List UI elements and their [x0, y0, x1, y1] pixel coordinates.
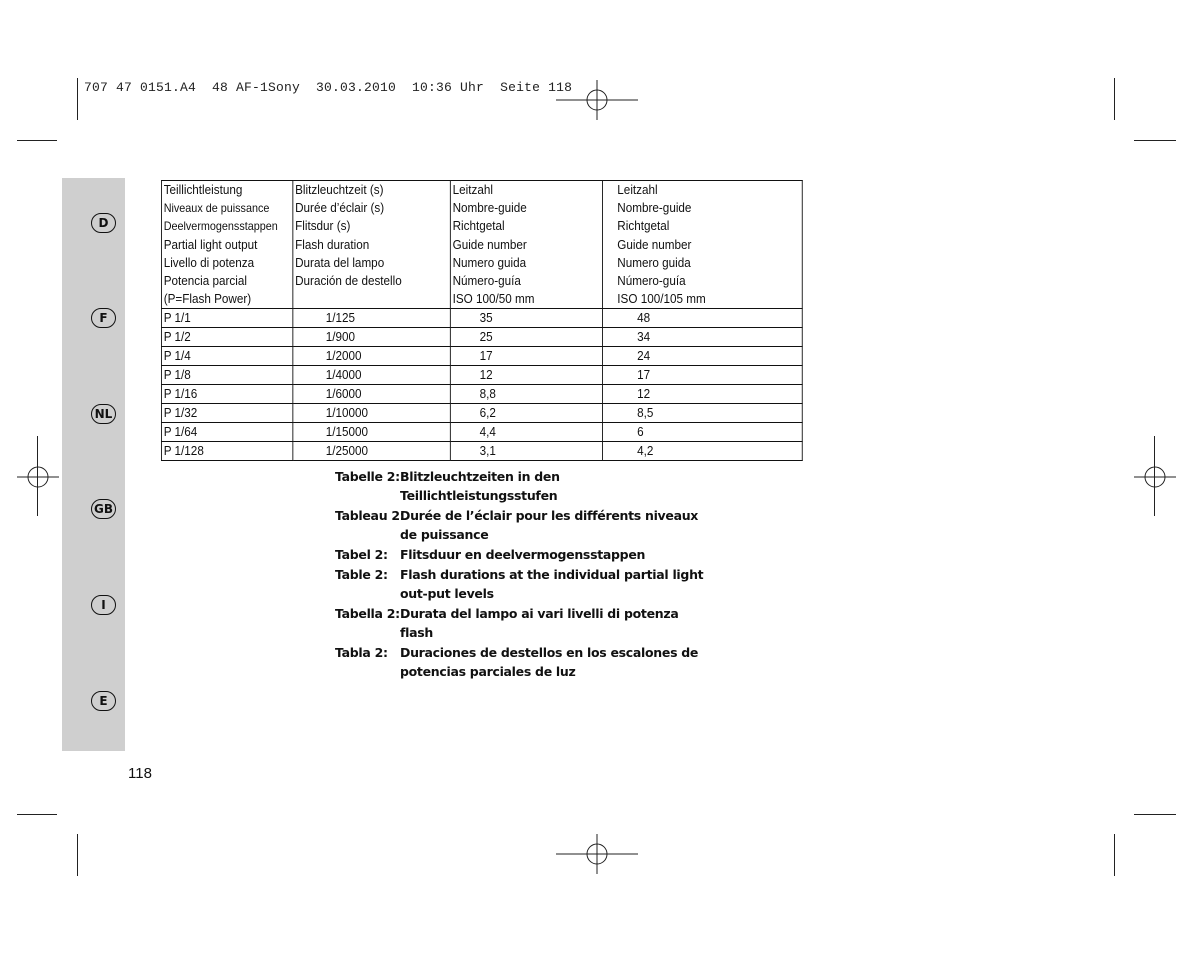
crop-mark	[1134, 140, 1176, 141]
language-badge-f: F	[91, 308, 116, 328]
header-cell-guide-number-50: Leitzahl Nombre-guide Richtgetal Guide number Numero guida Número-guía ISO 100/50 mm	[450, 181, 602, 309]
language-sidebar	[62, 178, 125, 751]
table-row: P 1/128 1/25000 3,1 4,2	[161, 442, 802, 461]
page-number: 118	[128, 765, 152, 782]
caption-it: Tabella 2: Durata del lampo ai vari livelli di potenza flash	[335, 606, 679, 640]
registration-mark-icon	[17, 456, 59, 498]
table-captions	[335, 467, 705, 682]
header-cell-duration: Blitzleuchtzeit (s) Durée d’éclair (s) Flitsdur (s) Flash duration Durata del lampo Duración de destello	[293, 181, 451, 309]
flash-duration-table	[161, 180, 803, 461]
table-row: P 1/4 1/2000 17 24	[161, 347, 802, 366]
crop-mark	[1114, 834, 1115, 876]
caption-en: Table 2: Flash durations at the individual partial light out-put levels	[335, 567, 704, 601]
caption-es: Tabla 2: Duraciones de destellos en los escalones de potencias parciales de luz	[335, 645, 699, 679]
crop-mark	[77, 834, 78, 876]
table-row: P 1/64 1/15000 4,4 6	[161, 423, 802, 442]
crop-mark	[17, 140, 57, 141]
registration-mark-icon	[556, 834, 638, 874]
language-badge-nl: NL	[91, 404, 116, 424]
print-slug-line: 707 47 0151.A4 48 AF-1Sony 30.03.2010 10:36 Uhr Seite 118	[84, 80, 573, 95]
table-header-row	[161, 181, 802, 309]
header-cell-guide-number-105: Leitzahl Nombre-guide Richtgetal Guide number Numero guida Número-guía ISO 100/105 mm	[602, 181, 802, 309]
crop-mark	[17, 814, 57, 815]
language-badge-d: D	[91, 213, 116, 233]
table-row: P 1/8 1/4000 12 17	[161, 366, 802, 385]
table-row: P 1/1 1/125 35 48	[161, 309, 802, 328]
header-cell-power: Teillichtleistung Niveaux de puissance Deelvermogensstappen Partial light output Livello di potenza Potencia parcial (P=Flash Power)	[161, 181, 292, 309]
language-badge-gb: GB	[91, 499, 116, 519]
caption-de: Tabelle 2: Blitzleuchtzeiten in den Teillichtleistungsstufen	[335, 469, 560, 503]
table-row: P 1/16 1/6000 8,8 12	[161, 385, 802, 404]
registration-mark-icon	[1134, 456, 1176, 498]
crop-mark	[77, 78, 78, 120]
table-row: P 1/32 1/10000 6,2 8,5	[161, 404, 802, 423]
crop-mark	[1114, 78, 1115, 120]
language-badge-e: E	[91, 691, 116, 711]
table-row: P 1/2 1/900 25 34	[161, 328, 802, 347]
language-badge-i: I	[91, 595, 116, 615]
crop-mark	[1134, 814, 1176, 815]
caption-nl: Tabel 2: Flitsduur en deelvermogensstappen	[335, 547, 646, 562]
caption-fr: Tableau 2: Durée de l’éclair pour les différents niveaux de puissance	[335, 508, 699, 542]
